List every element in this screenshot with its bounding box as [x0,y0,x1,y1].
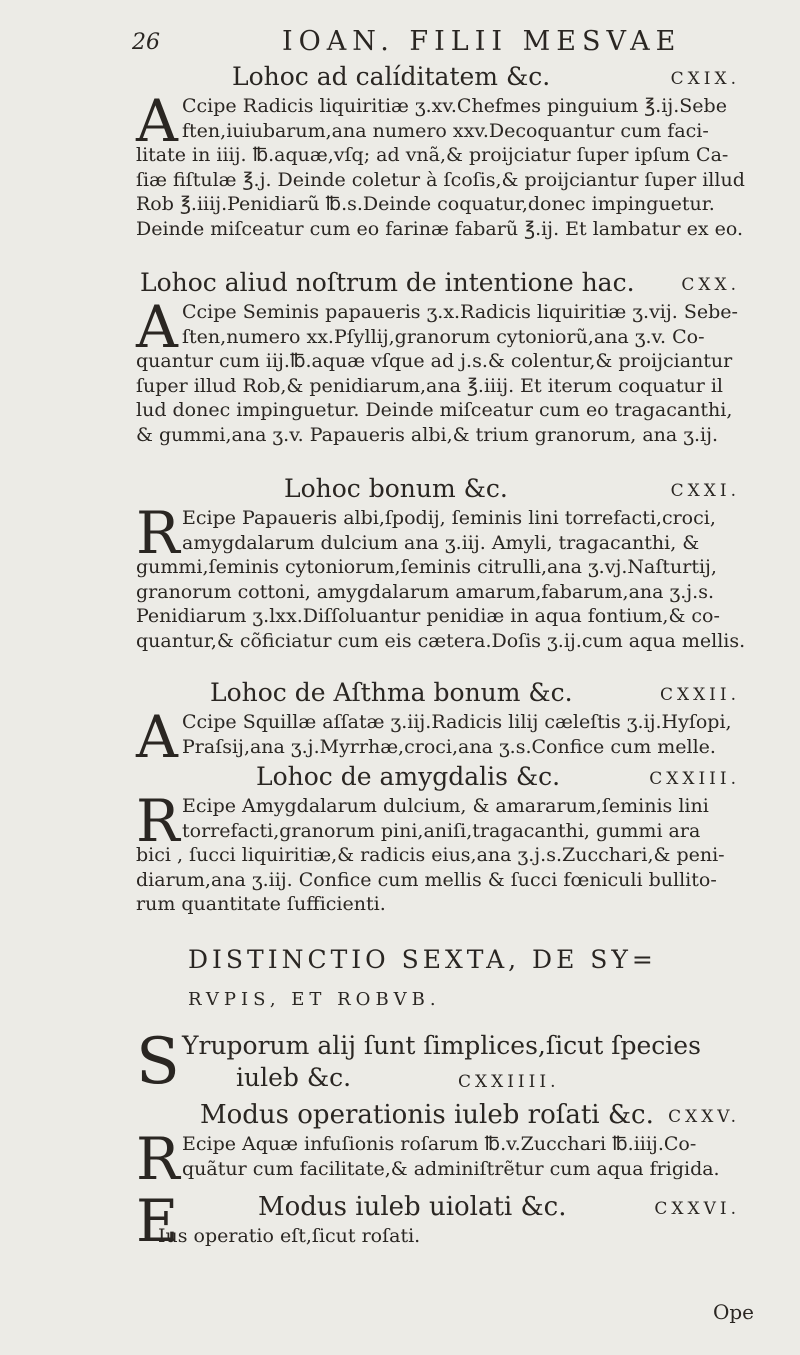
recipe-text: E Ius operatio eſt,ſicut roſati. [136,1187,421,1255]
recipe-heading: Lohoc ad calíditatem &c. CXIX. [136,60,756,94]
recipe-text: A Ccipe Seminis papaueris ʒ.x.Radicis liquiritiæ ʒ.vij. Sebe- ſten,numero xx.Pſyllij,granorum cytoniorũ,ana ʒ.v. Co- quantur cum iij.℔.aquæ vſque ad j.s.& colentur,& proijciantur ſuper illud Rob,& penidiarum,ana ℥.iiij. Et iterum coquatur il lud donec impinguetur. Deinde miſceatur cum eo tragacanthi, & gummi,ana ʒ.v. Papaueris albi,& trium granorum, ana ʒ.ij. [136,293,738,446]
section-subtitle: RVPIS, ET ROBVB. [188,989,441,1010]
recipe-cxxv [136,1098,756,1193]
recipe-cxix [136,60,756,242]
catchword: Ope [712,1300,754,1324]
recipe-number: CXXI. [670,481,740,501]
recipe-cxx [136,266,756,448]
recipe-cxxiii [136,760,756,917]
section-title: DISTINCTIO SEXTA, DE SY= [188,945,657,974]
recipe-heading: Lohoc de amygdalis &c. CXXIII. [136,760,756,794]
drop-capital: R [136,499,180,567]
recipe-text: R Ecipe Aquæ infuſionis roſarum ℔.v.Zucchari ℔.iiij.Co- quãtur cum facilitate,& adminiſtrẽtur cum aqua frigida. [136,1125,720,1193]
recipe-text: R Ecipe Papaueris albi,ſpodij, ſeminis lini torrefacti,croci, amygdalarum dulcium ana ʒ.iij. Amyli, tragacanthi, & gummi,ſeminis cytoniorum,ſeminis citrulli,ana ʒ.vj.Naſturtij, granorum cottoni, amygdalarum amarum,fabarum,ana ʒ.j.s. Penidiarum ʒ.lxx.Diſſoluantur penidiæ in aqua fontium,& co- quantur,& cõficiatur cum eis cætera.Doſis ʒ.ij.cum aqua mellis. [136,499,746,652]
recipe-heading: Lohoc bonum &c. CXXI. [136,472,756,506]
recipe-text: A Ccipe Squillæ aſſatæ ʒ.iij.Radicis lilij cæleſtis ʒ.ij.Hyſopi, Praſsij,ana ʒ.j.Myrrhæ,croci,ana ʒ.s.Confice cum melle. [136,703,732,771]
recipe-number: CXXVI. [654,1199,740,1219]
recipe-heading: Modus operationis iuleb roſati &c. CXXV. [136,1098,756,1132]
recipe-cxxvi [136,1187,756,1255]
distinctio-heading [136,940,756,1020]
drop-capital: E [136,1187,179,1255]
recipe-number: CXXII. [659,685,740,705]
recipe-heading: Lohoc de Aſthma bonum &c. CXXII. [136,676,756,710]
drop-capital: S [136,1025,180,1099]
recipe-number: CXX. [681,275,740,295]
recipe-text: A Ccipe Radicis liquiritiæ ʒ.xv.Chefmes pinguium ℥.ij.Sebe ften,iuiubarum,ana numero xxv.Decoquantur cum faci- litate in iiij. ℔.aquæ,vſq; ad vnã,& proijciatur ſuper ipſum Ca- ſiæ fiſtulæ ℥.j. Deinde coletur à ſcoſis,& proijciantur ſuper illud Rob ℥.iiij.Penidiarũ ℔.s.Deinde coquatur,donec impinguetur. Deinde miſceatur cum eo farinæ fabarũ ℥.ij. Et lambatur ex eo. [136,87,745,240]
recipe-heading: Lohoc aliud noſtrum de intentione hac. CXX. [136,266,756,300]
recipe-text: R Ecipe Amygdalarum dulcium, & amararum,ſeminis lini torrefacti,granorum pini,aniſi,tragacanthi, gummi ara bici , ſucci liquiritiæ,& radicis eius,ana ʒ.j.s.Zucchari,& peni- diarum,ana ʒ.iij. Confice cum mellis & ſucci fœniculi bullito- rum quantitate ſufficienti. [136,787,725,916]
recipe-number: CXXV. [668,1107,740,1127]
syrup-text: S Yruporum alij ſunt ſimplices,ſicut ſpecies iuleb &c. CXXIIII. [136,1025,701,1099]
recipe-number: CXXIII. [649,769,740,789]
folio-number: 26 [132,30,160,55]
drop-capital: R [136,1125,180,1193]
drop-capital: A [136,293,178,361]
drop-capital: A [136,703,178,771]
running-title: IOAN. FILII MESVAE [282,26,682,57]
drop-capital: A [136,87,178,155]
recipe-number: CXIX. [670,69,740,89]
syrup-intro [136,1025,756,1099]
recipe-cxxi [136,472,756,654]
drop-capital: R [136,787,180,855]
recipe-cxxii [136,676,756,771]
recipe-number: CXXIIII. [458,1072,560,1092]
recipe-heading: Modus iuleb uiolati &c. CXXVI. [136,1190,756,1224]
